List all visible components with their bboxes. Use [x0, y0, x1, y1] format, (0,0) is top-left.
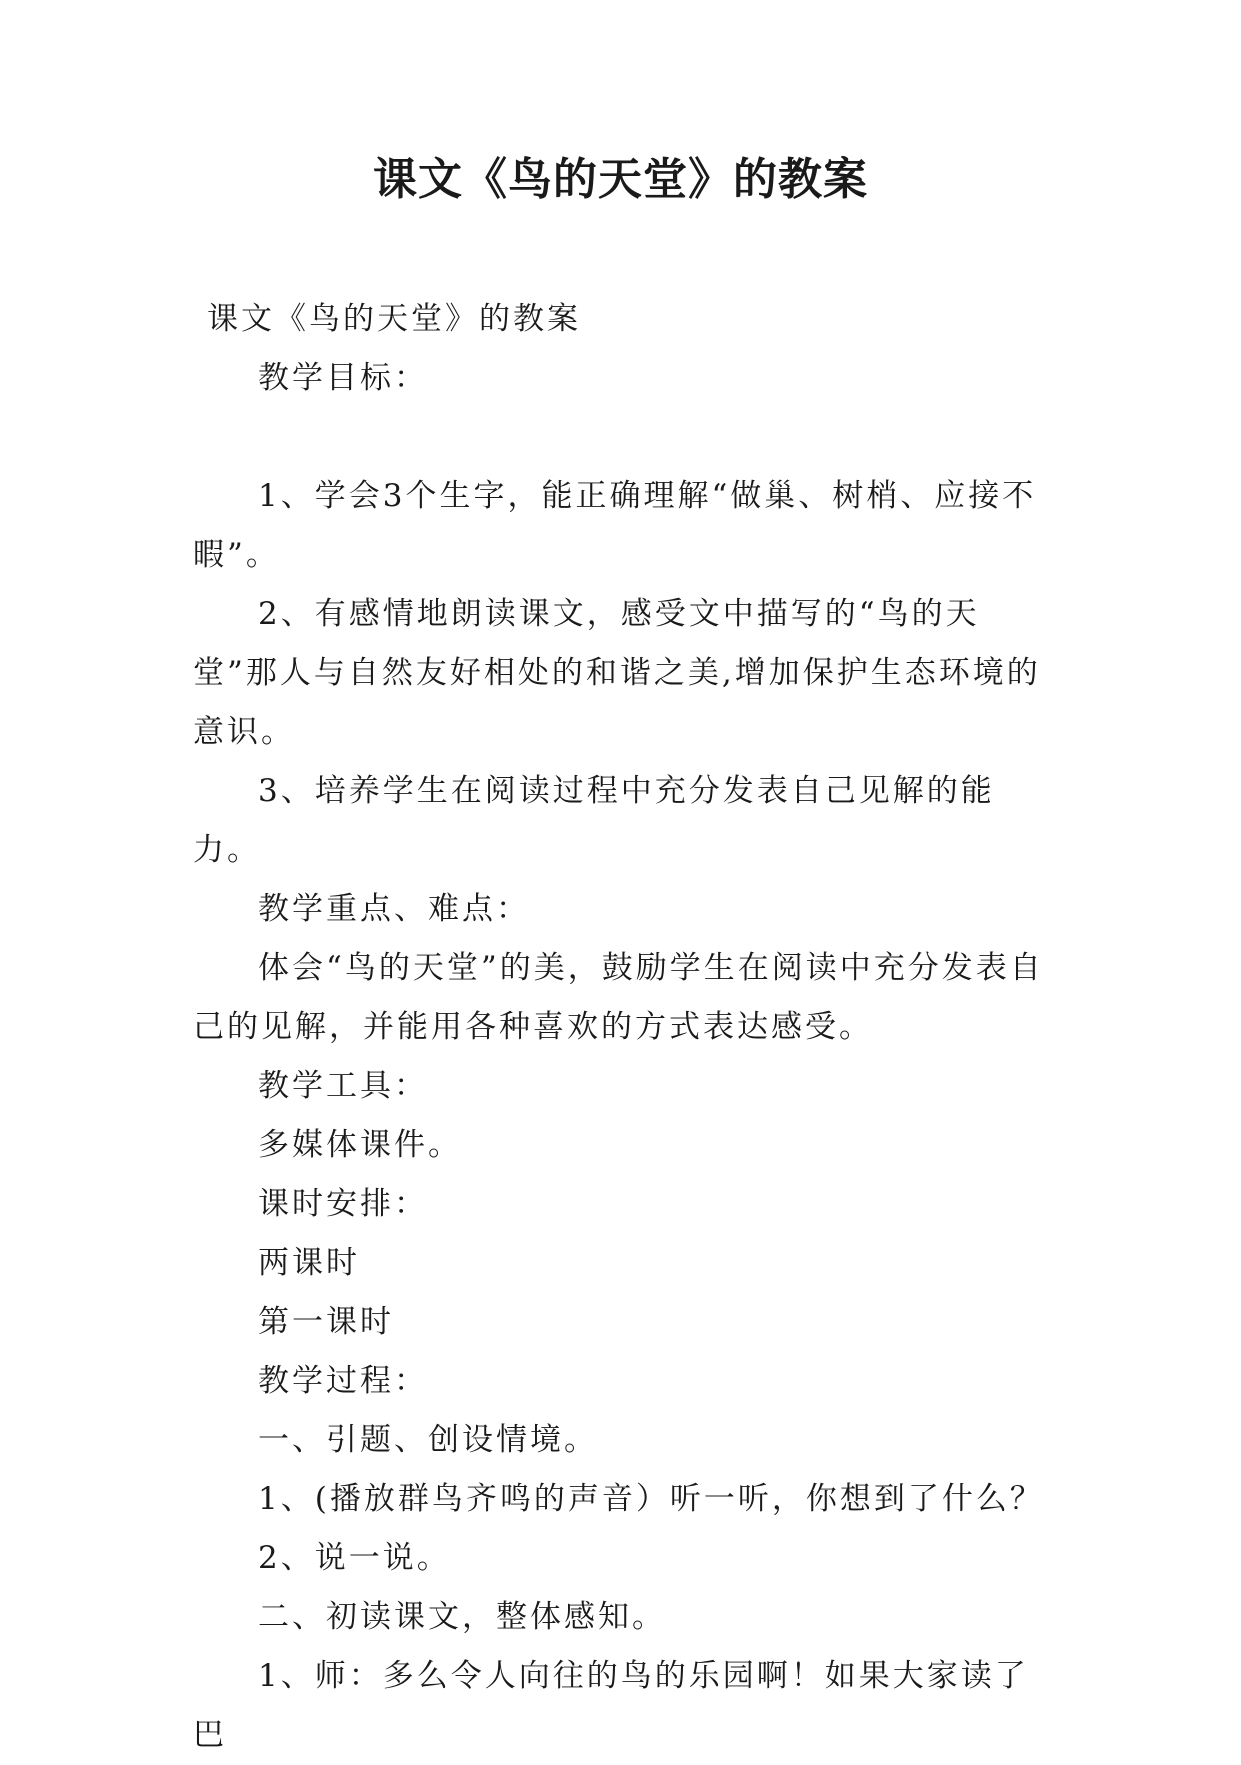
paragraph-key-points: 体会“鸟的天堂”的美，鼓励学生在阅读中充分发表自己的见解，并能用各种喜欢的方式表达感受。	[193, 950, 1044, 1045]
paragraph-schedule-heading: 课时安排：	[258, 1186, 428, 1222]
paragraph-step-1-1: 1、(播放群鸟齐鸣的声音）听一听，你想到了什么？	[258, 1481, 1044, 1517]
paragraph-goal-1: 1、学会3个生字，能正确理解“做巢、树梢、应接不暇”。	[193, 478, 1037, 573]
document-body	[193, 290, 1058, 1765]
paragraph-goal-3: 3、培养学生在阅读过程中充分发表自己见解的能力。	[193, 773, 995, 868]
paragraph-key-points-heading: 教学重点、难点：	[258, 891, 530, 927]
paragraph-section-2: 二、初读课文，整体感知。	[258, 1599, 666, 1635]
paragraph-schedule: 两课时	[258, 1245, 360, 1281]
paragraph-process-heading: 教学过程：	[258, 1363, 428, 1399]
paragraph-first-lesson: 第一课时	[258, 1304, 394, 1340]
paragraph-goal-2: 2、有感情地朗读课文，感受文中描写的“鸟的天堂”那人与自然友好相处的和谐之美,增加保护生态环境的意识。	[193, 596, 1041, 750]
paragraph-tools: 多媒体课件。	[258, 1127, 462, 1163]
paragraph-step-1-2: 2、说一说。	[258, 1540, 451, 1576]
paragraph-teaching-goals-heading: 教学目标：	[258, 360, 428, 396]
document-subtitle: 课文《鸟的天堂》的教案	[207, 301, 581, 337]
page-title: 课文《鸟的天堂》的教案	[373, 154, 868, 205]
blank-line	[193, 408, 1058, 467]
paragraph-section-1: 一、引题、创设情境。	[258, 1422, 598, 1458]
paragraph-step-2-1: 1、师：多么令人向往的鸟的乐园啊！如果大家读了巴	[193, 1658, 1029, 1753]
paragraph-tools-heading: 教学工具：	[258, 1068, 428, 1104]
